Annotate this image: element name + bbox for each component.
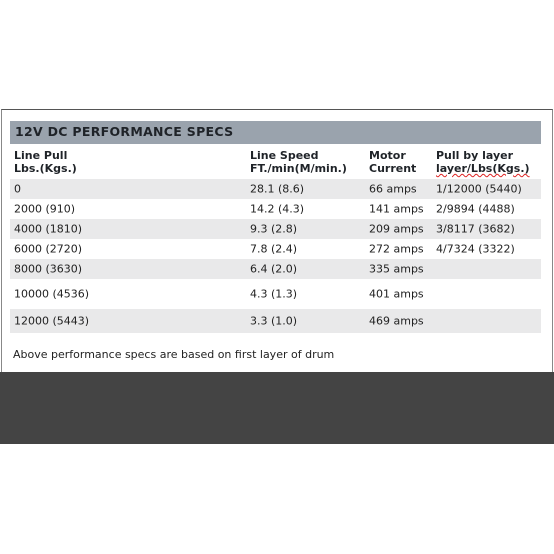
cell-line-speed: 9.3 (2.8)	[250, 222, 298, 236]
cell-line-pull: 10000 (4536)	[14, 287, 90, 301]
cell-motor-current: 272 amps	[369, 242, 424, 256]
table-row	[10, 219, 541, 239]
cell-line-pull: 2000 (910)	[14, 202, 76, 216]
header-pull-by-layer-line1: Pull by layer	[436, 149, 514, 162]
header-motor-current-line1: Motor	[369, 149, 406, 162]
cell-pull-by-layer: 2/9894 (4488)	[436, 202, 515, 216]
cell-line-pull: 12000 (5443)	[14, 314, 90, 328]
header-motor-current	[369, 149, 416, 175]
cell-line-speed: 28.1 (8.6)	[250, 182, 305, 196]
header-pull-by-layer-line2: layer/Lbs(Kgs.)	[436, 162, 530, 175]
table-row	[10, 179, 541, 199]
header-line-pull-line1: Line Pull	[14, 149, 68, 162]
cell-motor-current: 66 amps	[369, 182, 417, 196]
performance-specs-card	[1, 109, 553, 372]
cell-motor-current: 335 amps	[369, 262, 424, 276]
title-bar	[10, 121, 541, 144]
cell-pull-by-layer: 3/8117 (3682)	[436, 222, 515, 236]
table-row	[10, 239, 541, 259]
cell-line-pull: 8000 (3630)	[14, 262, 83, 276]
header-line-speed-line1: Line Speed	[250, 149, 319, 162]
header-line-speed	[250, 149, 347, 175]
footnote: Above performance specs are based on first layer of drum	[13, 348, 335, 361]
cell-line-speed: 7.8 (2.4)	[250, 242, 298, 256]
header-line-pull-line2: Lbs.(Kgs.)	[14, 162, 77, 175]
header-pull-by-layer	[436, 149, 530, 175]
cell-pull-by-layer: 4/7324 (3322)	[436, 242, 515, 256]
table-row	[10, 309, 541, 333]
cell-line-pull: 4000 (1810)	[14, 222, 83, 236]
table-title: 12V DC PERFORMANCE SPECS	[15, 124, 234, 139]
cell-pull-by-layer: 1/12000 (5440)	[436, 182, 522, 196]
cell-line-pull: 0	[14, 182, 21, 196]
table-row	[10, 199, 541, 219]
cell-motor-current: 141 amps	[369, 202, 424, 216]
cell-motor-current: 469 amps	[369, 314, 424, 328]
table-row	[10, 259, 541, 279]
dark-footer-band	[0, 372, 554, 444]
cell-motor-current: 209 amps	[369, 222, 424, 236]
header-motor-current-line2: Current	[369, 162, 417, 175]
cell-line-speed: 3.3 (1.0)	[250, 314, 298, 328]
cell-line-pull: 6000 (2720)	[14, 242, 83, 256]
cell-motor-current: 401 amps	[369, 287, 424, 301]
cell-line-speed: 4.3 (1.3)	[250, 287, 298, 301]
table-header	[10, 146, 541, 180]
header-line-pull	[14, 149, 77, 175]
cell-line-speed: 6.4 (2.0)	[250, 262, 298, 276]
cell-line-speed: 14.2 (4.3)	[250, 202, 305, 216]
header-line-speed-line2: FT./min(M/min.)	[250, 162, 347, 175]
table-row	[10, 279, 541, 309]
